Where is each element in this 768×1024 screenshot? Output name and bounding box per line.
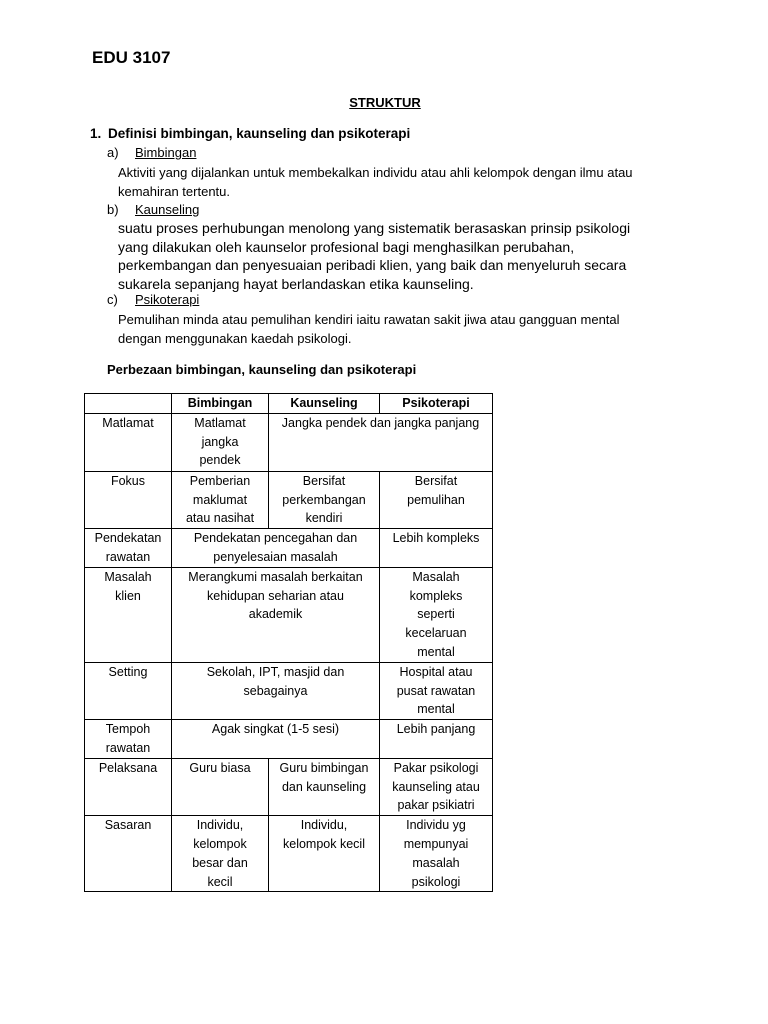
cell-psikoterapi [380,816,493,892]
row-label-cell [85,471,172,528]
table-row-matlamat [85,413,493,471]
cell-line: jangka [201,434,239,449]
cell-line: kehidupan seharian atau [207,588,344,603]
cell-line: masalah [412,855,460,870]
cell-line: Fokus [110,473,146,488]
cell-line: Sasaran [104,818,152,833]
table-header-row [85,394,493,414]
cell-line: kelompok kecil [283,836,365,851]
table-row-fokus [85,471,493,528]
cell-bimbingan [172,758,269,815]
definition-term: Psikoterapi [135,292,200,307]
cell-line: psikologi [411,874,461,889]
row-label-cell [85,662,172,719]
definition-letter: a) [107,145,119,160]
cell-line: Masalah [104,569,152,584]
cell-line: pakar psikiatri [397,798,475,813]
cell-bimbingan-kaunseling [172,567,380,662]
row-label-cell [85,413,172,471]
cell-line: Bersifat [414,473,458,488]
text-line: yang dilakukan oleh kaunselor profesional bagi menghasilkan perubahan, [118,238,575,255]
cell-line: pendek [199,453,241,468]
cell-line: Sekolah, IPT, masjid dan [206,664,345,679]
table-row-setting [85,662,493,719]
cell-line: kendiri [305,511,343,526]
text-line: kemahiran tertentu. [118,184,231,199]
cell-line: kaunseling atau [392,779,480,794]
definition-term: Bimbingan [135,145,197,160]
row-label-cell [85,529,172,568]
cell-line: akademik [248,607,303,622]
heading-text: Definisi bimbingan, kaunseling dan psikoterapi [108,126,411,141]
definition-letter: c) [107,292,118,307]
cell-psikoterapi [380,662,493,719]
text-line: sukarela sepanjang hayat berlandaskan etika kaunseling. [118,275,474,292]
table-row-pendekatan [85,529,493,568]
cell-line: kelompok [193,836,247,851]
cell-line: perkembangan [282,492,366,507]
row-label-cell [85,720,172,759]
cell-line: besar dan [192,855,248,870]
cell-psikoterapi [380,471,493,528]
cell-kaunseling [269,471,380,528]
cell-line: Individu, [300,818,348,833]
cell-bimbingan [172,471,269,528]
cell-line: atau nasihat [185,511,255,526]
cell-line: dan kaunseling [281,779,367,794]
cell-line: Individu, [196,818,244,833]
cell-line: Lebih kompleks [392,531,480,546]
cell-bimbingan-kaunseling [172,720,380,759]
cell-bimbingan [172,816,269,892]
text-line: Pemulihan minda atau pemulihan kendiri iaitu rawatan sakit jiwa atau gangguan mental [118,312,620,327]
table-row-sasaran [85,816,493,892]
cell-line: maklumat [192,492,248,507]
text-line: Aktiviti yang dijalankan untuk membekalkan individu atau ahli kelompok dengan ilmu atau [118,165,633,180]
heading-definitions [90,126,410,141]
cell-line: Matlamat [102,415,154,430]
cell-line: Setting [108,664,148,679]
cell-line: Guru biasa [189,760,251,775]
cell-line: sebagainya [243,683,308,698]
row-label-cell [85,816,172,892]
cell-line: Individu yg [406,818,466,833]
cell-line: mental [417,702,455,717]
cell-line: Pakar psikologi [393,760,479,775]
table-row-pelaksana [85,758,493,815]
cell-line: Tempoh [105,722,151,737]
cell-line: rawatan [105,740,151,755]
cell-line: kecelaruan [405,626,467,641]
definition-label-psikoterapi [107,292,199,307]
cell-line: Bersifat [302,473,346,488]
cell-psikoterapi [380,529,493,568]
row-label-cell [85,758,172,815]
cell-line: Hospital atau [399,664,473,679]
definition-label-kaunseling [107,202,199,217]
cell-kaunseling [269,816,380,892]
text-line: suatu proses perhubungan menolong yang sistematik berasaskan prinsip psikologi [118,220,631,236]
cell-line: penyelesaian masalah [213,549,338,564]
cell-kaunseling [269,758,380,815]
text-line: dengan menggunakan kaedah psikologi. [118,331,352,346]
definition-text-psikoterapi [118,310,698,348]
cell-psikoterapi [380,758,493,815]
cell-line: pemulihan [407,492,465,507]
cell-line: Lebih panjang [396,722,476,737]
table-row-masalah [85,567,493,662]
definition-term: Kaunseling [135,202,200,217]
cell-line: klien [115,588,141,603]
cell-bimbingan-kaunseling [172,529,380,568]
cell-line: mental [417,644,455,659]
cell-line: Agak singkat (1-5 sesi) [211,722,340,737]
cell-line: Guru bimbingan [279,760,369,775]
text-line: perkembangan dan penyesuaian peribadi klien, yang baik dan menyeluruh secara [118,257,627,273]
cell-line: pusat rawatan [396,683,476,698]
heading-comparison: Perbezaan bimbingan, kaunseling dan psikoterapi [107,362,417,377]
header-cell-bimbingan: Bimbingan [172,394,269,414]
table-row-tempoh [85,720,493,759]
row-label-cell [85,567,172,662]
header-cell-kaunseling: Kaunseling [269,394,380,414]
cell-line: Pendekatan pencegahan dan [193,531,358,546]
definition-label-bimbingan [107,145,196,160]
comparison-table [84,393,493,892]
cell-psikoterapi [380,720,493,759]
cell-line: Pendekatan [94,531,162,546]
cell-line: seperti [417,607,455,622]
cell-line: Jangka pendek dan jangka panjang [281,415,480,430]
course-code: EDU 3107 [92,48,171,67]
definition-letter: b) [107,202,119,217]
cell-line: Pelaksana [98,760,158,775]
cell-line: mempunyai [403,836,469,851]
cell-line: Merangkumi masalah berkaitan [188,569,363,584]
cell-line: kecil [207,874,233,889]
definition-text-bimbingan [118,163,698,201]
cell-kaunseling-psikoterapi [269,413,493,471]
cell-bimbingan-kaunseling [172,662,380,719]
header-cell-psikoterapi: Psikoterapi [380,394,493,414]
cell-line: Masalah [412,569,460,584]
section-title: STRUKTUR [349,95,421,110]
cell-line: kompleks [409,588,463,603]
definition-text-kaunseling [118,219,698,293]
cell-psikoterapi [380,567,493,662]
cell-bimbingan [172,413,269,471]
cell-line: rawatan [105,549,151,564]
heading-number: 1. [90,126,102,141]
cell-line: Pemberian [189,473,251,488]
cell-line: Matlamat [194,415,246,430]
header-cell-empty [85,394,172,414]
